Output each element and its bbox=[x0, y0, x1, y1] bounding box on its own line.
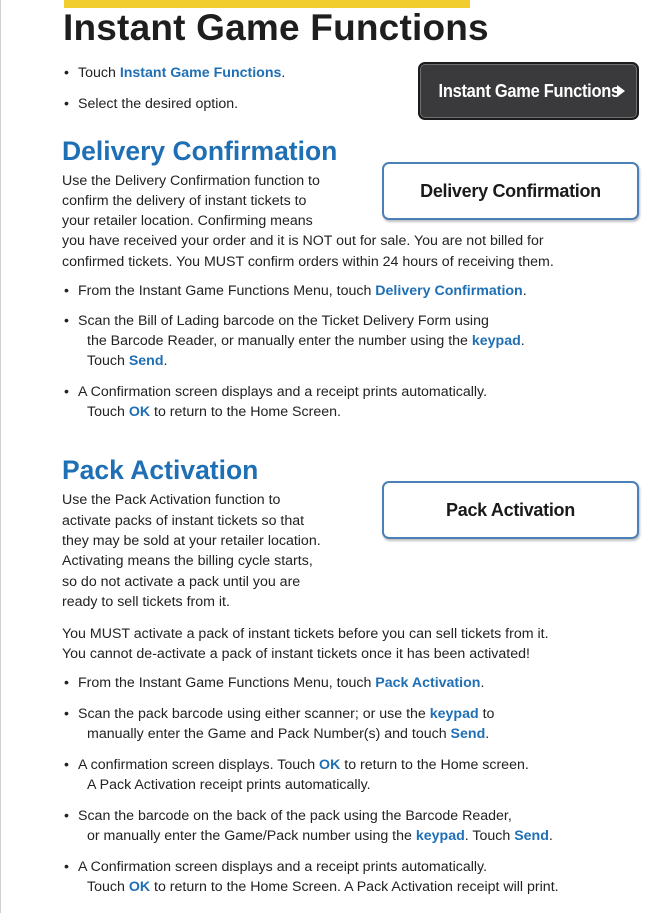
keyword-pack-activation: Pack Activation bbox=[375, 675, 481, 691]
pack-activation-button-label: Pack Activation bbox=[446, 499, 575, 520]
pack-warning-line: You cannot de-activate a pack of instant tickets once it has been activated! bbox=[62, 646, 530, 662]
keyword-send: Send bbox=[128, 353, 164, 369]
delivery-bullet-2: • Scan the Bill of Lading barcode on the Ticket Delivery Form using bbox=[78, 311, 489, 332]
keyword-keypad: keypad bbox=[415, 828, 465, 844]
pack-bullet-4: • Scan the barcode on the back of the pack using the Barcode Reader, bbox=[78, 806, 512, 827]
pack-para-line: they may be sold at your retailer location. bbox=[62, 533, 321, 549]
keyword-send: Send bbox=[450, 726, 486, 742]
pack-activation-heading: Pack Activation bbox=[62, 455, 259, 485]
pack-para-line: Use the Pack Activation function to bbox=[62, 492, 281, 508]
page-edge bbox=[0, 0, 1, 913]
keyword-ok: OK bbox=[319, 757, 341, 773]
delivery-bullet-2-line-3: Touch Send. bbox=[87, 353, 168, 369]
pack-bullet-3: • A confirmation screen displays. Touch OK to return to the Home screen. bbox=[78, 755, 529, 776]
delivery-bullet-3-line-2: Touch OK to return to the Home Screen. bbox=[87, 404, 341, 420]
keyword-keypad: keypad bbox=[429, 706, 479, 722]
chevron-right-icon bbox=[617, 85, 625, 97]
keyword-instant-game-functions: Instant Game Functions bbox=[119, 65, 282, 81]
pack-activation-button bbox=[382, 481, 639, 539]
delivery-confirmation-button bbox=[382, 162, 639, 220]
pack-bullet-2: • Scan the pack barcode using either scanner; or use the keypad to bbox=[78, 704, 494, 725]
delivery-bullet-1: • From the Instant Game Functions Menu, touch Delivery Confirmation. bbox=[78, 281, 527, 302]
keyword-delivery-confirmation: Delivery Confirmation bbox=[375, 283, 523, 299]
pack-warning-line: You MUST activate a pack of instant tickets before you can sell tickets from it. bbox=[62, 626, 549, 642]
pack-para-line: Activating means the billing cycle starts, bbox=[62, 553, 313, 569]
keyword-ok: OK bbox=[128, 404, 151, 420]
page-title: Instant Game Functions bbox=[63, 7, 489, 48]
pack-para-line: activate packs of instant tickets so that bbox=[62, 513, 305, 529]
delivery-para-line: Use the Delivery Confirmation function to bbox=[62, 173, 320, 189]
pack-bullet-3-line-2: A Pack Activation receipt prints automatically. bbox=[87, 777, 371, 793]
keyword-send: Send bbox=[514, 828, 549, 844]
pack-bullet-5: • A Confirmation screen displays and a receipt prints automatically. bbox=[78, 857, 487, 878]
instant-game-functions-button bbox=[418, 62, 639, 120]
delivery-bullet-2-line-2: the Barcode Reader, or manually enter the number using the keypad. bbox=[87, 333, 525, 349]
pack-bullet-5-line-2: Touch OK to return to the Home Screen. A Pack Activation receipt will print. bbox=[87, 879, 559, 895]
intro-bullet-2: • Select the desired option. bbox=[78, 94, 238, 115]
delivery-bullet-3: • A Confirmation screen displays and a receipt prints automatically. bbox=[78, 382, 487, 403]
instant-game-functions-button-label: Instant Game Functions bbox=[438, 80, 620, 101]
keyword-keypad: keypad bbox=[471, 333, 521, 349]
delivery-confirmation-button-label: Delivery Confirmation bbox=[420, 180, 601, 201]
pack-bullet-2-line-2: manually enter the Game and Pack Number(s) and touch Send. bbox=[87, 726, 490, 742]
pack-para-line: ready to sell tickets from it. bbox=[62, 594, 230, 610]
intro-bullet-1: • Touch Instant Game Functions. bbox=[78, 63, 285, 84]
keyword-ok: OK bbox=[128, 879, 151, 895]
pack-bullet-1: • From the Instant Game Functions Menu, touch Pack Activation. bbox=[78, 673, 484, 694]
delivery-para-line: confirmed tickets. You MUST confirm orders within 24 hours of receiving them. bbox=[62, 254, 554, 270]
delivery-confirmation-heading: Delivery Confirmation bbox=[62, 136, 338, 166]
delivery-para-line: you have received your order and it is NOT out for sale. You are not billed for bbox=[62, 233, 544, 249]
delivery-para-line: confirm the delivery of instant tickets to bbox=[62, 193, 307, 209]
pack-bullet-4-line-2: or manually enter the Game/Pack number using the keypad. Touch Send. bbox=[87, 828, 553, 844]
pack-para-line: so do not activate a pack until you are bbox=[62, 574, 301, 590]
delivery-para-line: your retailer location. Confirming means bbox=[62, 213, 313, 229]
